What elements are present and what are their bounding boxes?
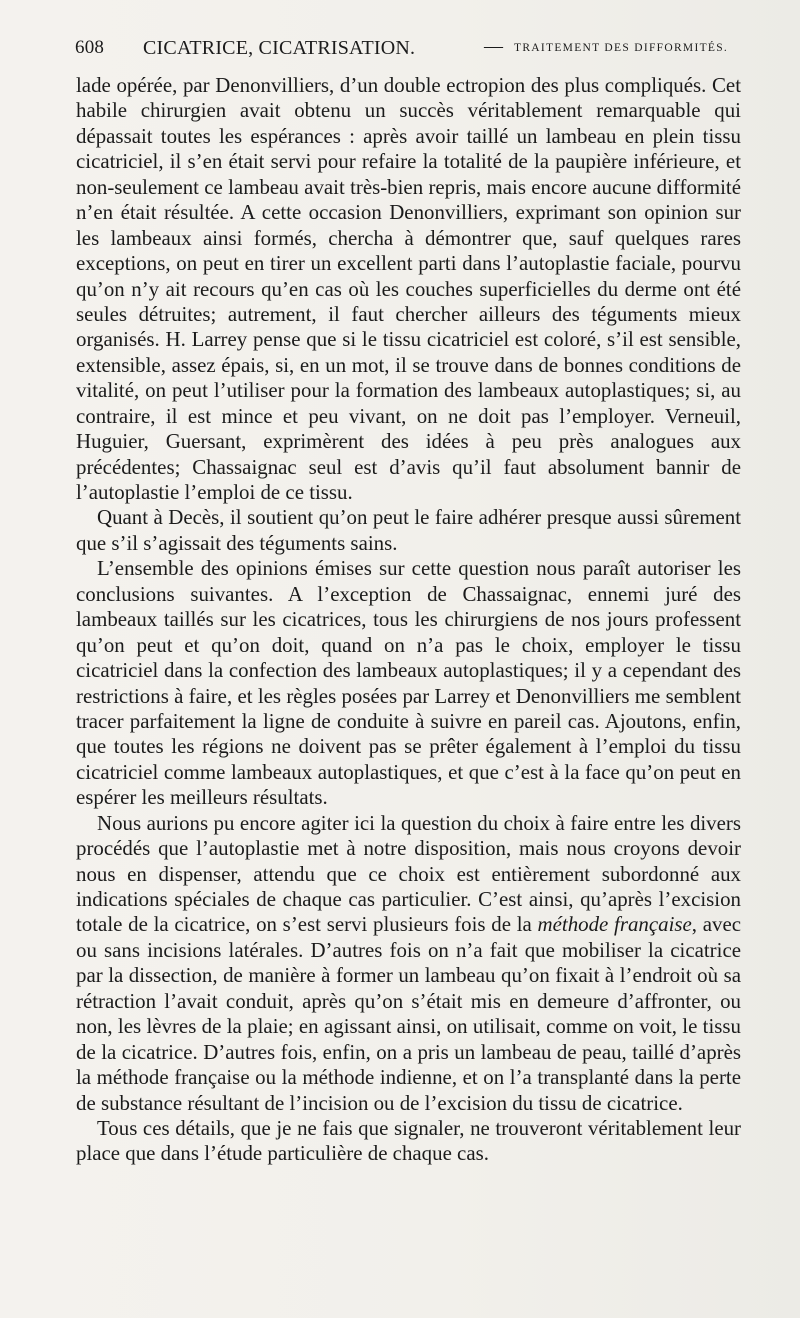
paragraph-conclusions: L’ensemble des opinions émises sur cette question nous paraît autoriser les conclusions suivantes. A l’exception de Chassaignac, ennemi juré des lambeaux taillés sur les cicatrices, tous les chirurgiens de nos jours professent qu’on peut et qu’on doit, quand on n’a pas le choix, employer le tissu cicatriciel dans la confection des lambeaux autoplastiques; il y a cependant des restrictions à faire, et les règles posées par Larrey et Denonvilliers me semblent tracer parfaitement la ligne de conduite à suivre en pareil cas. Ajoutons, enfin, que toutes les régions ne doivent pas se prêter également à l’emploi du tissu cicatriciel comme lambeaux autoplastiques, et que c’est à la face qu’on peut en espérer les meilleurs résultats. — [76, 556, 741, 810]
paragraph-procedures — [76, 811, 741, 1116]
paragraph-continued: lade opérée, par Denonvilliers, d’un double ectropion des plus compliqués. Cet habile chirurgien avait obtenu un succès véritablement remarquable qui dépassait toutes les espérances : après avoir taillé un lambeau en plein tissu cicatriciel, il s’en était servi pour refaire la totalité de la paupière inférieure, et non-seulement ce lambeau avait très-bien repris, mais encore aucune difformité n’en était résultée. A cette occasion Denonvilliers, exprimant son opinion sur les lambeaux ainsi formés, chercha à démontrer que, sauf quelques rares exceptions, on peut en tirer un excellent parti dans l’autoplastie faciale, pourvu qu’on n’y ait recours qu’en cas où les couches superficielles du derme ont été seules détruites; autrement, il faut chercher ailleurs des téguments mieux organisés. H. Larrey pense que si le tissu cicatriciel est coloré, s’il est sensible, extensible, assez épais, si, en un mot, il se trouve dans de bonnes conditions de vitalité, on peut l’utiliser pour la formation des lambeaux autoplastiques; si, au contraire, il est mince et peu vivant, on ne doit pas l’employer. Verneuil, Huguier, Guersant, exprimèrent des idées à peu près analogues aux précédentes; Chassaignac seul est d’avis qu’il faut absolument bannir de l’autoplastie l’emploi de ce tissu. — [76, 73, 741, 504]
running-section-title: TRAITEMENT DES DIFFORMITÉS. — [514, 42, 729, 54]
running-title: CICATRICE, CICATRISATION. — [143, 37, 416, 59]
paragraph-deces: Quant à Decès, il soutient qu’on peut le faire adhérer presque aussi sûrement que s’il s’agissait des téguments sains. — [76, 505, 741, 555]
paragraph-procedures-text-after: , avec ou sans incisions latérales. D’autres fois on n’a fait que mobiliser la cicatrice par la dissection, de manière à former un lambeau qu’on fixait à l’endroit où sa rétraction l’avait conduit, après qu’on s’était mis en demeure d’affronter, ou non, les lèvres de la plaie; en agissant ainsi, on utilisait, comme on voit, le tissu de la cicatrice. D’autres fois, enfin, on a pris un lambeau de peau, taillé d’après la méthode française ou la méthode indienne, et on l’a transplanté dans la perte de substance résultant de l’incision ou de l’excision du tissu de cicatrice. — [76, 912, 741, 1115]
paragraph-procedures-text-before: Nous aurions pu encore agiter ici la question du choix à faire entre les divers procédés que l’autoplastie met à notre disposition, mais nous croyons devoir nous en dispenser, attendu que ce choix est entièrement subordonné aux indications spéciales de chaque cas particulier. C’est ainsi, qu’après l’excision totale de la cicatrice, on s’est servi plusieurs fois de la — [76, 810, 741, 937]
italic-term-methode-francaise: méthode française — [537, 912, 692, 937]
running-head — [75, 37, 740, 67]
paragraph-closing: Tous ces détails, que je ne fais que signaler, ne trouveront véritablement leur place que dans l’étude particulière de chaque cas. — [76, 1115, 741, 1166]
page-number: 608 — [75, 37, 105, 58]
running-head-dash: — — [484, 36, 504, 57]
body-text — [76, 73, 741, 1167]
